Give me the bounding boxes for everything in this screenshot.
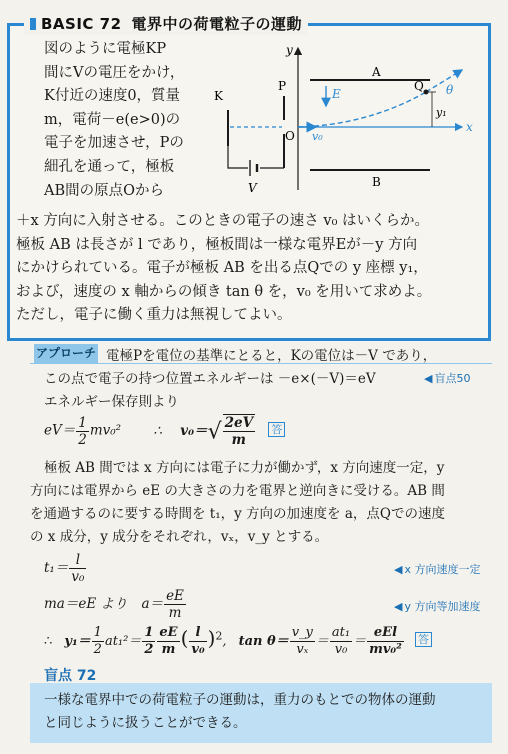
eq4-y1: y₁＝ bbox=[64, 634, 91, 649]
electron-trajectory bbox=[298, 92, 426, 127]
frac-den: m bbox=[231, 432, 246, 448]
ref-arrow-icon: ◀ bbox=[424, 372, 433, 385]
frac-num: 1 bbox=[78, 414, 87, 431]
answer-mark: 答 bbox=[268, 422, 285, 437]
eq1-sqrt-frac bbox=[223, 414, 255, 448]
key-point-title: 盲点 72 bbox=[44, 668, 97, 684]
key-point-text bbox=[44, 689, 436, 735]
eq2-lhs: t₁＝ bbox=[44, 560, 69, 576]
equals-sign: ＝ bbox=[353, 634, 367, 649]
origin-label: O bbox=[285, 129, 295, 143]
question-full bbox=[16, 210, 486, 328]
square-exp: 2 bbox=[215, 629, 223, 643]
frac-den: 2 bbox=[78, 431, 87, 448]
ref-y-accel bbox=[394, 598, 480, 614]
eq4-tan: tan θ＝ bbox=[238, 634, 289, 649]
frac-num: 1 bbox=[93, 625, 102, 640]
tangent-arrow bbox=[426, 70, 462, 92]
key-point-line: 一様な電界中での荷電粒子の運動は，重力のもとでの物体の運動 bbox=[44, 692, 436, 708]
ref-label: y 方向等加速度 bbox=[404, 600, 481, 613]
x-axis-label: x bbox=[466, 120, 473, 134]
frac-den: vₓ bbox=[296, 642, 309, 657]
frac-num: 2eV bbox=[224, 415, 254, 431]
ref-label: 盲点50 bbox=[434, 372, 471, 385]
eq1-mv: mv₀² bbox=[89, 422, 122, 439]
eq4-result bbox=[367, 625, 404, 658]
eq4-half bbox=[92, 625, 104, 658]
electrode-k-label: K bbox=[214, 89, 223, 103]
frac-num: l bbox=[69, 552, 86, 569]
electrode-p-label: P bbox=[278, 79, 287, 93]
eq1-v0: v₀＝ bbox=[180, 422, 208, 439]
approach-line-1: 電極Pを電位の基準にとると，Kの電位は－V であり， bbox=[106, 348, 437, 364]
eq1-half bbox=[76, 415, 89, 448]
para2-line: を通過するのに要する時間を t₁，y 方向の加速度を a，点Qでの速度 bbox=[30, 506, 445, 522]
paren-open: ( bbox=[180, 626, 189, 650]
y1-label: y₁ bbox=[436, 106, 447, 119]
eq4-at1v0 bbox=[330, 625, 352, 658]
question-line: ＋x 方向に入射させる。このときの電子の速さ v₀ はいくらか。 bbox=[16, 213, 430, 229]
question-line: 細孔を通って，極板 bbox=[44, 158, 175, 175]
basic-topic: 電界中の荷電粒子の運動 bbox=[131, 15, 303, 33]
therefore-sign: ∴ bbox=[44, 634, 53, 649]
question-line: 電子を加速させ，Pの bbox=[44, 135, 184, 152]
frac-den: 2 bbox=[93, 642, 102, 657]
point-q-label: Q bbox=[414, 79, 424, 93]
v0-label: v₀ bbox=[312, 130, 323, 143]
frac-den: 2 bbox=[144, 642, 154, 657]
eq1-lhs: eV＝ bbox=[44, 422, 76, 439]
eq3-a: a＝ bbox=[141, 596, 164, 612]
frac-den: v₀ bbox=[71, 569, 85, 585]
frac-den: m bbox=[168, 605, 182, 621]
frac-num: eE bbox=[166, 588, 184, 604]
question-line: 間にVの電圧をかけ， bbox=[44, 64, 185, 81]
frac-num: 1 bbox=[144, 625, 154, 640]
approach-badge: アプローチ bbox=[34, 344, 98, 363]
para2-line: の x 成分，y 成分をそれぞれ，vₓ，v_y とする。 bbox=[30, 529, 329, 545]
theta-label: θ bbox=[446, 83, 454, 97]
key-point-line: と同じように扱うことができる。 bbox=[44, 715, 247, 731]
equals-sign: ＝ bbox=[315, 634, 329, 649]
eq4: ∴ y₁＝ $\frac{1}{2}$ at₁²＝ $\frac{1}{2}$ $\frac{eE}{m}$ ( $\frac{l}{\text{v₀}}$ )$^2$, tan θ＝ $\frac{v\_y}{\text{vₓ}}$ ＝ $\frac{\text{at₁}}{\text{v₀}}$ ＝ $\frac{\text{eEl}}{\text{mv₀²}}$ 答 bbox=[44, 625, 432, 658]
frac-num: v_y bbox=[291, 625, 313, 640]
basic-label: BASIC 72 bbox=[41, 15, 122, 33]
para2-line: 方向には電界から eE の大きさの力を電界と逆向きに受ける。AB 間 bbox=[30, 483, 445, 499]
ref-arrow-icon: ◀ bbox=[394, 600, 403, 613]
frac-den: m bbox=[161, 642, 176, 657]
question-line: 図のように電極KP bbox=[44, 41, 167, 57]
eq4-eEm bbox=[157, 625, 179, 658]
plate-b-label: B bbox=[372, 175, 381, 189]
ref-blindspot-50 bbox=[424, 370, 470, 386]
therefore-sign: ∴ bbox=[153, 422, 162, 439]
eq1 bbox=[44, 414, 285, 448]
question-line: にかけられている。電子が極板 AB を出る点Qでの y 座標 y₁， bbox=[16, 260, 428, 277]
eq2 bbox=[44, 552, 87, 585]
question-line: m，電荷－e(e>0)の bbox=[44, 111, 181, 128]
frac-num: at₁ bbox=[331, 625, 351, 640]
eq3 bbox=[44, 588, 187, 621]
eq4-at: at₁²＝ bbox=[104, 634, 142, 649]
question-line: K付近の速度0，質量 bbox=[44, 88, 181, 105]
title-marker-icon bbox=[30, 18, 36, 30]
field-label: E bbox=[332, 87, 341, 101]
question-line: および，速度の x 軸からの傾き tan θ を，v₀ を用いて求めよ。 bbox=[16, 283, 432, 300]
voltage-label: V bbox=[248, 181, 257, 195]
frac-num: l bbox=[189, 625, 206, 642]
y-axis-label: y bbox=[286, 43, 293, 57]
plate-a-label: A bbox=[372, 65, 381, 79]
eq2-frac bbox=[69, 552, 86, 585]
para2-line: 極板 AB 間では x 方向には電子に力が働かず，x 方向速度一定，y bbox=[44, 460, 445, 476]
eq4-lv0 bbox=[189, 625, 206, 658]
ref-arrow-icon: ◀ bbox=[394, 563, 403, 576]
eq3-lhs: ma＝eE より bbox=[44, 596, 128, 612]
approach-line-3: エネルギー保存則より bbox=[44, 394, 179, 410]
approach-line-2: この点で電子の持つ位置エネルギーは －e×(－V)＝eV bbox=[44, 371, 376, 387]
physics-diagram bbox=[200, 40, 492, 200]
frac-num: eEl bbox=[367, 625, 404, 642]
sqrt-sign: √ bbox=[207, 419, 222, 445]
question-line: 極板 AB は長さが l であり，極板間は一様な電界Eが－y 方向 bbox=[16, 236, 418, 253]
ref-label: x 方向速度一定 bbox=[404, 563, 481, 576]
basic-title bbox=[24, 13, 308, 35]
question-line: ただし，電子に働く重力は無視してよい。 bbox=[16, 307, 292, 324]
question-line: AB間の原点Oから bbox=[44, 182, 165, 199]
eq3-frac bbox=[164, 588, 186, 621]
frac-num: eE bbox=[159, 625, 178, 640]
answer-mark: 答 bbox=[415, 632, 432, 647]
frac-den: v₀ bbox=[334, 642, 348, 657]
eq4-vyvx bbox=[290, 625, 315, 658]
eq4-half2 bbox=[142, 625, 155, 658]
frac-den: v₀ bbox=[191, 642, 205, 657]
paren-close: ) bbox=[207, 626, 216, 650]
ref-x-velocity bbox=[394, 561, 480, 577]
point-q bbox=[424, 90, 429, 95]
frac-den: mv₀² bbox=[369, 642, 402, 657]
